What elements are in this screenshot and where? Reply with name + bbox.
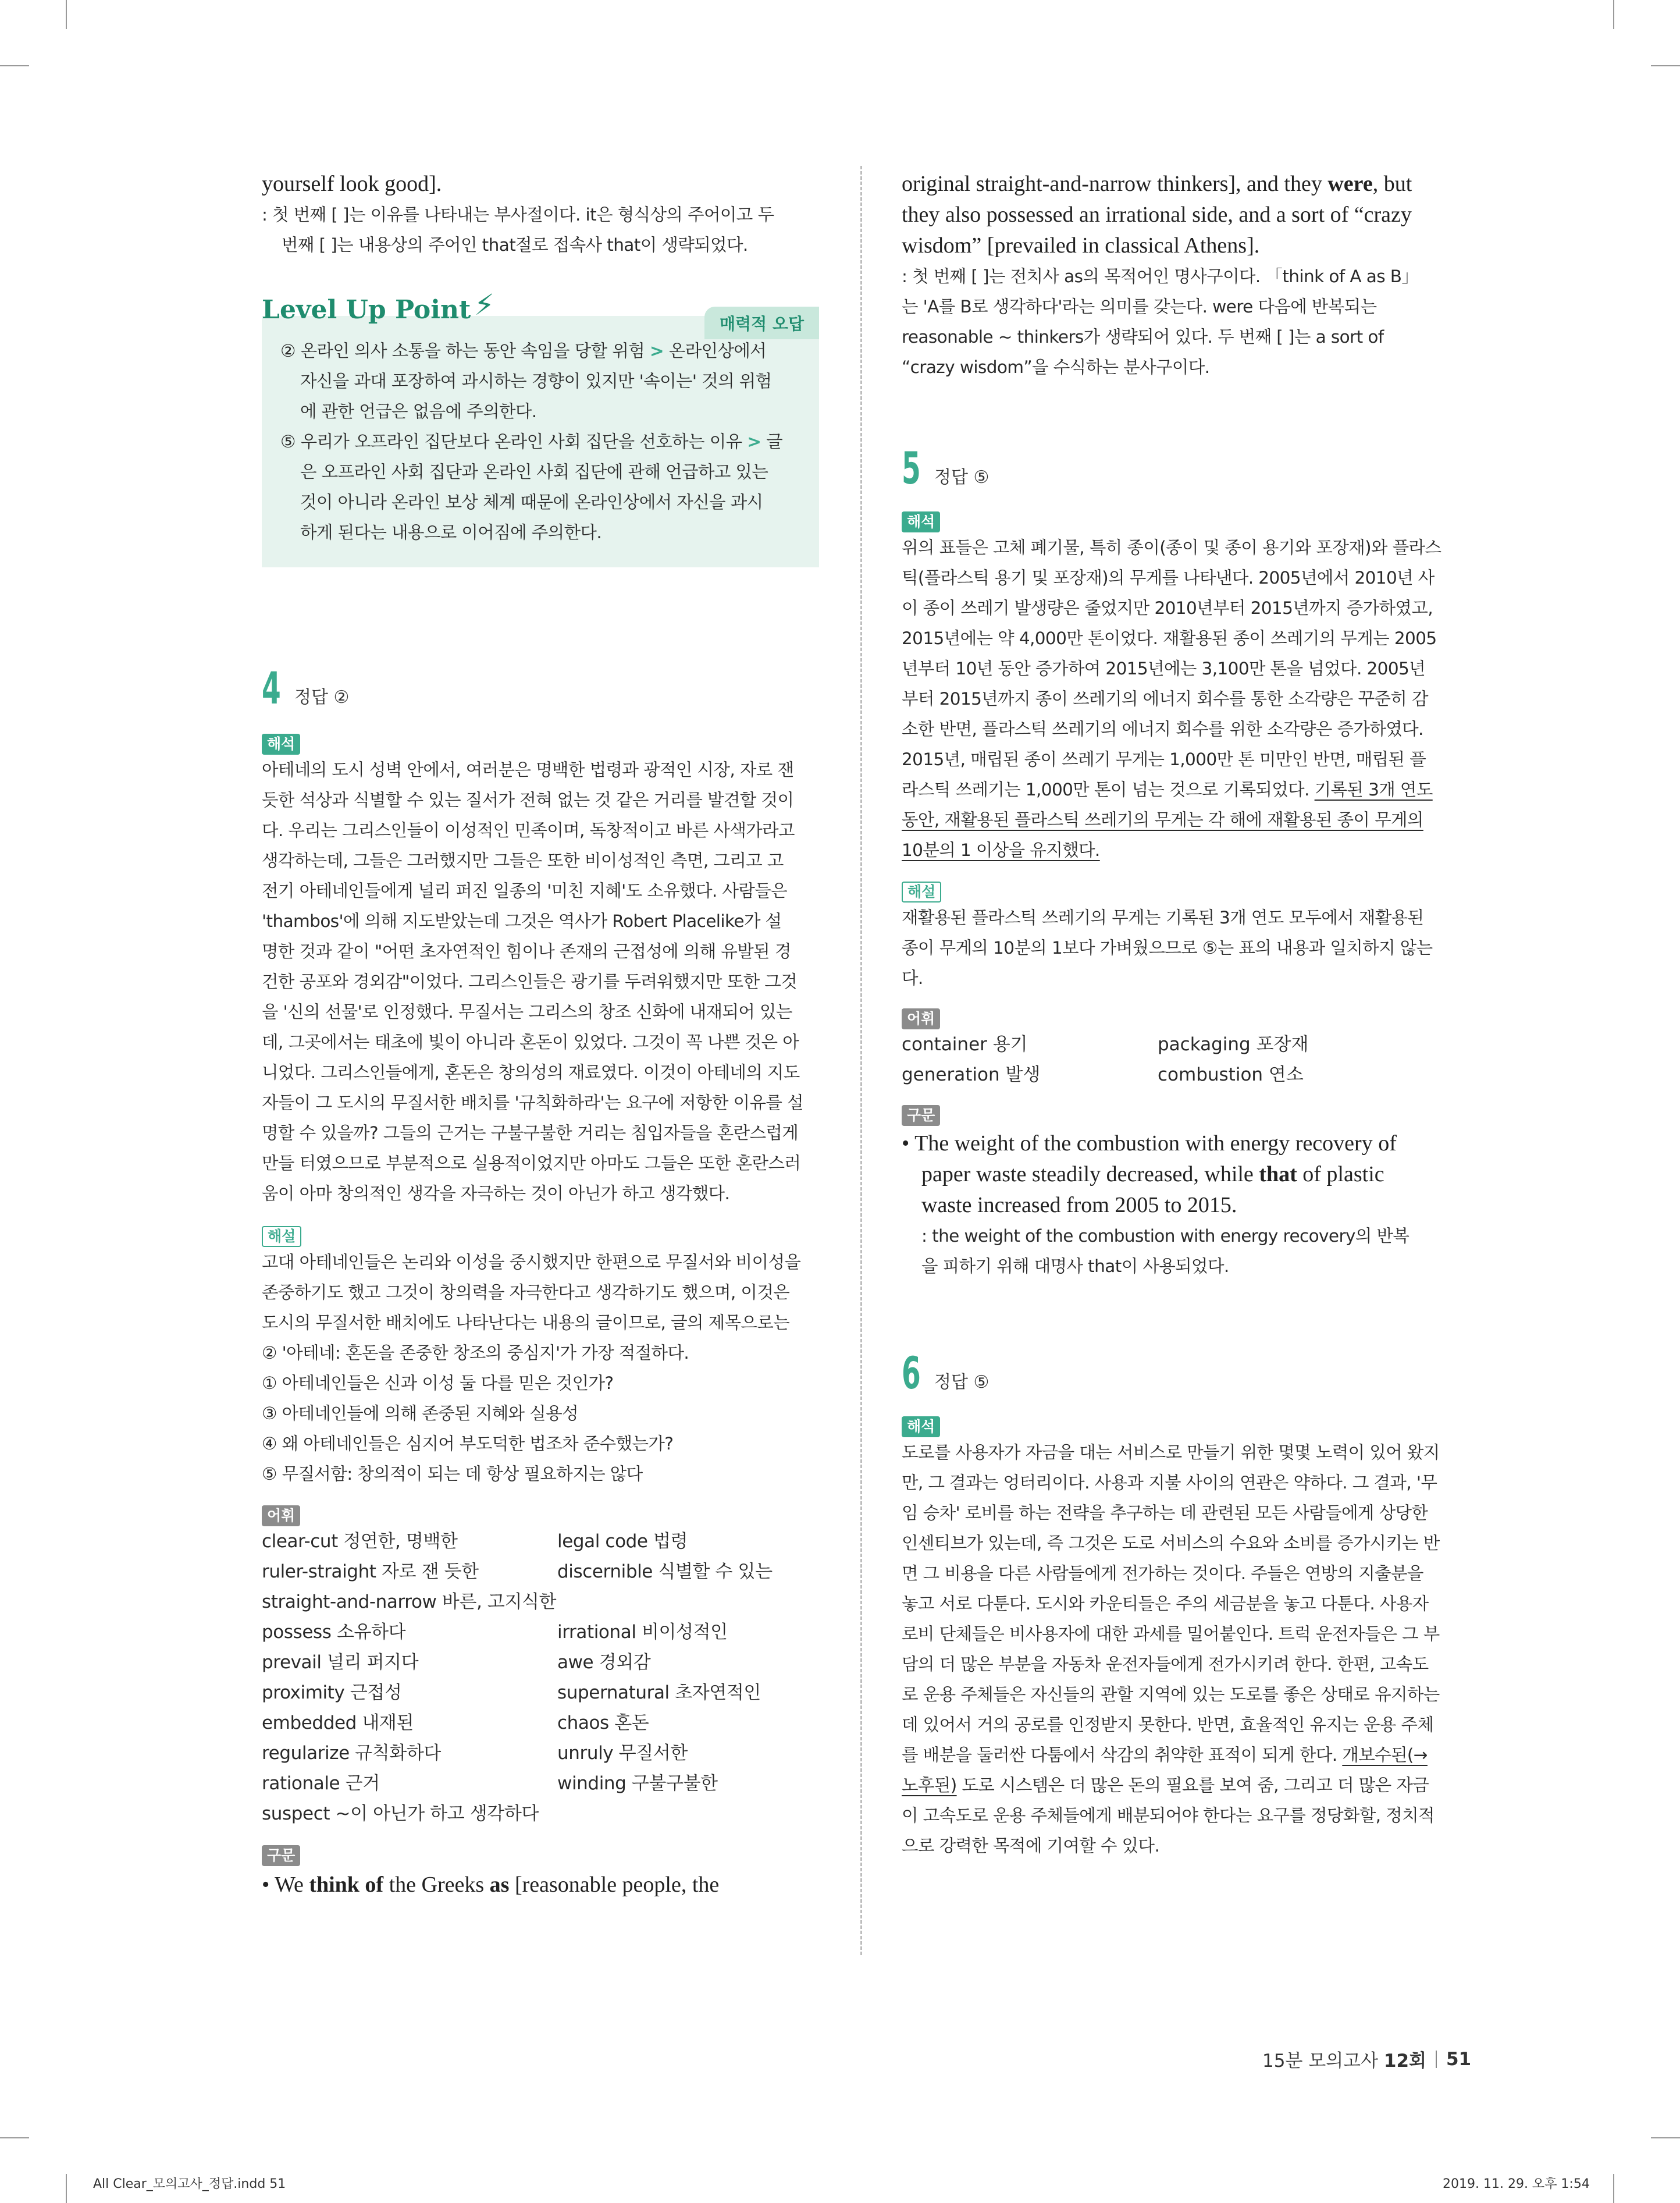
left-column [262, 169, 819, 1900]
grammar-note: reasonable ~ thinkers가 생략되어 있다. 두 번째 [ ]는 a sort of [902, 327, 1384, 347]
question-6-header [902, 1347, 1459, 1399]
answer-label: 정답 ⑤ [934, 467, 990, 488]
grammar-sentence: • We think of the Greeks as [reasonable people, the [262, 1872, 720, 1897]
page-footer [1262, 2046, 1471, 2072]
grammar-sentence: • The weight of the combustion with energy recovery of paper waste steadily decreased, while that of plastic waste increased from 2005 to 2015. : the weight of the combustion with energy recovery의 반복 을 피하기 위해 대명사 that이 사용되었다. [902, 1131, 1410, 1276]
answer-label: 정답 ⑤ [934, 1372, 990, 1392]
crop-mark [0, 65, 29, 66]
translation-block: 아테네의 도시 성벽 안에서, 여러분은 명백한 법령과 광적인 시장, 자로 잰 듯한 석상과 식별할 수 있는 질서가 전혀 없는 것 같은 거리를 발견할 것이 다. 우리는 그리스인들이 이성적인 민족이며, 독창적이고 바른 사색가라고 생각하는데, 그들은 그러했지만 그들은 또한 비이성적인 측면, 그리고 고 전기 아테네인들에게 널리 퍼진 일종의 '미친 지혜'도 소유했다. 사람들은 'thambos'에 의해 지도받았는데 그것은 역사가 Robert Placelike가 설 명한 것과 같이 "어떤 초자연적인 힘이나 존재의 근접성에 의해 유발된 경 건한 공포와 경외감"이었다. 그리스인들은 광기를 두려워했지만 또한 그것 을 '신의 선물'로 인정했다. 무질서는 그리스의 창조 신화에 내재되어 있는 데, 그곳에서는 태초에 빛이 아니라 혼돈이 있었다. 그것이 꼭 나쁜 것은 아 니었다. 그리스인들에게, 혼돈은 창의성의 재료였다. 이것이 아테네의 지도 자들이 그 도시의 무질서한 배치를 '규칙화하라'는 요구에 저항한 이유를 설 명할 수 있을까? 그들의 근거는 구불구불한 거리는 침입자들을 혼란스럽게 만들 터였으므로 부분적으로 실용적이었지만 아마도 그들은 또한 혼란스러 움이 아마 창의적인 생각을 자극하는 것이 아닌가 하고 생각했다. [262, 760, 803, 1203]
explanation-block: 재활용된 플라스틱 쓰레기의 무게는 기록된 3개 연도 모두에서 재활용된 종이 무게의 10분의 1보다 가벼웠으므로 ⑤는 표의 내용과 일치하지 않는 다. [902, 908, 1433, 988]
haeseok-tag: 해석 [902, 511, 940, 532]
english-line: original straight-and-narrow thinkers], and they were, but [902, 172, 1412, 196]
explanation-block: 고대 아테네인들은 논리와 이성을 중시했지만 한편으로 무질서와 비이성을 존중하기도 했고 그것이 창의력을 자극한다고 생각하기도 했으며, 이것은 도시의 무질서한 배치에도 나타난다는 내용의 글이므로, 글의 제목으로는 ② '아테네: 혼돈을 존중한 창조의 중심지'가 가장 적절하다. ① 아테네인들은 신과 이성 둘 다를 믿은 것인가? ③ 아테네인들에 의해 존중된 지혜와 실용성 ④ 왜 아테네인들은 심지어 부도덕한 법조차 준수했는가? ⑤ 무질서함: 창의적이 되는 데 항상 필요하지는 않다 [262, 1252, 801, 1484]
level-up-item: ② 온라인 의사 소통을 하는 동안 속임을 당할 위험 > 온라인상에서 자신을 과대 포장하여 과시하는 경향이 있지만 '속이는' 것의 위험 에 관한 언급은 없음에 주의한다. [280, 341, 772, 421]
slug-filename: All Clear_모의고사_정답.indd 51 [93, 2177, 286, 2191]
crop-mark [1613, 0, 1614, 29]
crop-mark [1613, 2174, 1614, 2203]
grammar-note: : 첫 번째 [ ]는 이유를 나타내는 부사절이다. it은 형식상의 주어이고 두 [262, 205, 774, 225]
vocab-list: clear-cut 정연한, 명백한 legal code 법령 ruler-straight 자로 잰 듯한 discernible 식별할 수 있는 straight-and-narrow 바른, 고지식한 possess 소유하다 irrational 비이성적인 prevail 널리 퍼지다 awe 경외감 proximity 근접성 supernatural 초자연적인 embedded 내재된 chaos 혼돈 regularize 규칙화하다 unruly 무질서한 rationale 근거 winding 구불구불한 suspect ~이 아닌가 하고 생각하다 [262, 1531, 773, 1824]
answer-label: 정답 ② [294, 687, 350, 708]
grammar-note: 번째 [ ]는 내용상의 주어인 that절로 접속사 that이 생략되었다. [282, 235, 748, 255]
page-number: 51 [1446, 2048, 1472, 2070]
vocab-tag: 어휘 [902, 1008, 940, 1029]
question-4-header [262, 662, 819, 714]
grammar-note: 는 'A를 B로 생각하다'라는 의미를 갖는다. were 다음에 반복되는 [902, 297, 1377, 317]
vocab-list: container 용기 packaging 포장재 generation 발생 combustion 연소 [902, 1034, 1309, 1085]
crop-mark [1651, 2137, 1680, 2138]
crop-mark [0, 2137, 29, 2138]
round-label: 12회 [1383, 2051, 1426, 2071]
gumun-tag: 구문 [262, 1845, 300, 1866]
crop-mark [1651, 65, 1680, 66]
translation-block: 위의 표들은 고체 폐기물, 특히 종이(종이 및 종이 용기와 포장재)와 플라스 틱(플라스틱 용기 및 포장재)의 무게를 나타낸다. 2005년에서 2010년 사 이 종이 쓰레기 발생량은 줄었지만 2010년부터 2015년까지 증가하였고, 2015년에는 약 4,000만 톤이었다. 재활용된 종이 쓰레기의 무게는 2005 년부터 10년 동안 증가하여 2015년에는 3,100만 톤을 넘었다. 2005년 부터 2015년까지 종이 쓰레기의 에너지 회수를 통한 소각량은 꾸준히 감 소한 반면, 플라스틱 쓰레기의 에너지 회수를 위한 소각량은 증가하였다. 2015년, 매립된 종이 쓰레기 무게는 1,000만 톤 미만인 반면, 매립된 플 라스틱 쓰레기는 1,000만 톤이 넘는 것으로 기록되었다. 기록된 3개 연도 동안, 재활용된 플라스틱 쓰레기의 무게는 각 해에 재활용된 종이 무게의 10분의 1 이상을 유지했다. [902, 538, 1441, 860]
question-5-header [902, 442, 1459, 494]
question-number: 5 [902, 442, 921, 494]
question-number: 6 [902, 1347, 921, 1399]
series-label: 15분 모의고사 [1262, 2051, 1379, 2071]
english-line: wisdom” [prevailed in classical Athens]. [902, 233, 1260, 258]
level-up-title: Level Up Point [262, 295, 471, 325]
gumun-tag: 구문 [902, 1105, 940, 1126]
slug-date: 2019. 11. 29. 오후 1:54 [1443, 2177, 1590, 2191]
english-line: yourself look good]. [262, 172, 442, 196]
haeseok-tag: 해석 [902, 1416, 940, 1437]
grammar-note: : 첫 번째 [ ]는 전치사 as의 목적어인 명사구이다. 「think of A as B」 [902, 267, 1419, 286]
haeseol-tag: 해설 [902, 882, 941, 902]
right-column [902, 169, 1459, 1861]
haeseol-tag: 해설 [262, 1226, 301, 1247]
level-up-tab: 매력적 오답 [704, 307, 819, 339]
column-divider [860, 166, 862, 1955]
crop-mark [66, 2174, 67, 2203]
crop-mark [66, 0, 67, 29]
vocab-tag: 어휘 [262, 1505, 300, 1526]
question-number: 4 [262, 662, 281, 714]
level-up-item: ⑤ 우리가 오프라인 집단보다 온라인 사회 집단을 선호하는 이유 > 글 은 오프라인 사회 집단과 온라인 사회 집단에 관해 언급하고 있는 것이 아니라 온라인 보상 체계 때문에 온라인상에서 자신을 과시 하게 된다는 내용으로 이어짐에 주의한다. [280, 432, 783, 542]
footer-divider [1436, 2051, 1437, 2068]
level-up-box [262, 288, 819, 567]
english-line: they also possessed an irrational side, and a sort of “crazy [902, 202, 1412, 227]
haeseok-tag: 해석 [262, 734, 300, 755]
lightning-icon: ⚡ [474, 288, 495, 322]
translation-block: 도로를 사용자가 자금을 대는 서비스로 만들기 위한 몇몇 노력이 있어 왔지 만, 그 결과는 엉터리이다. 사용과 지불 사이의 연관은 약하다. 그 결과, '무 임 승차' 로비를 하는 전략을 추구하는 데 관련된 모든 사람들에게 상당한 인센티브가 있는데, 즉 그것은 도로 서비스의 수요와 소비를 증가시키는 반 면 그 비용을 다른 사람들에게 전가하는 것이다. 주들은 연방의 지출분을 놓고 서로 다툰다. 도시와 카운티들은 주의 세금분을 놓고 다툰다. 사용자 로비 단체들은 비사용자에 대한 과세를 밀어붙인다. 트럭 운전자들은 그 부 담의 더 많은 부분을 자동차 운전자들에게 전가시키려 한다. 한편, 고속도 로 운용 주체들은 자신들의 관할 지역에 있는 도로를 좋은 상태로 유지하는 데 있어서 거의 공로를 인정받지 못한다. 반면, 효율적인 유지는 운용 주체 를 배분을 둘러싼 다툼에서 삭감의 취약한 표적이 되게 한다. 개보수된(→ 노후된) 도로 시스템은 더 많은 돈의 필요를 보여 줌, 그리고 더 많은 자금 이 고속도로 운용 주체들에게 배분되어야 한다는 요구를 정당화할, 정치적 으로 강력한 목적에 기여할 수 있다. [902, 1442, 1440, 1856]
grammar-note: “crazy wisdom”을 수식하는 분사구이다. [902, 357, 1210, 377]
